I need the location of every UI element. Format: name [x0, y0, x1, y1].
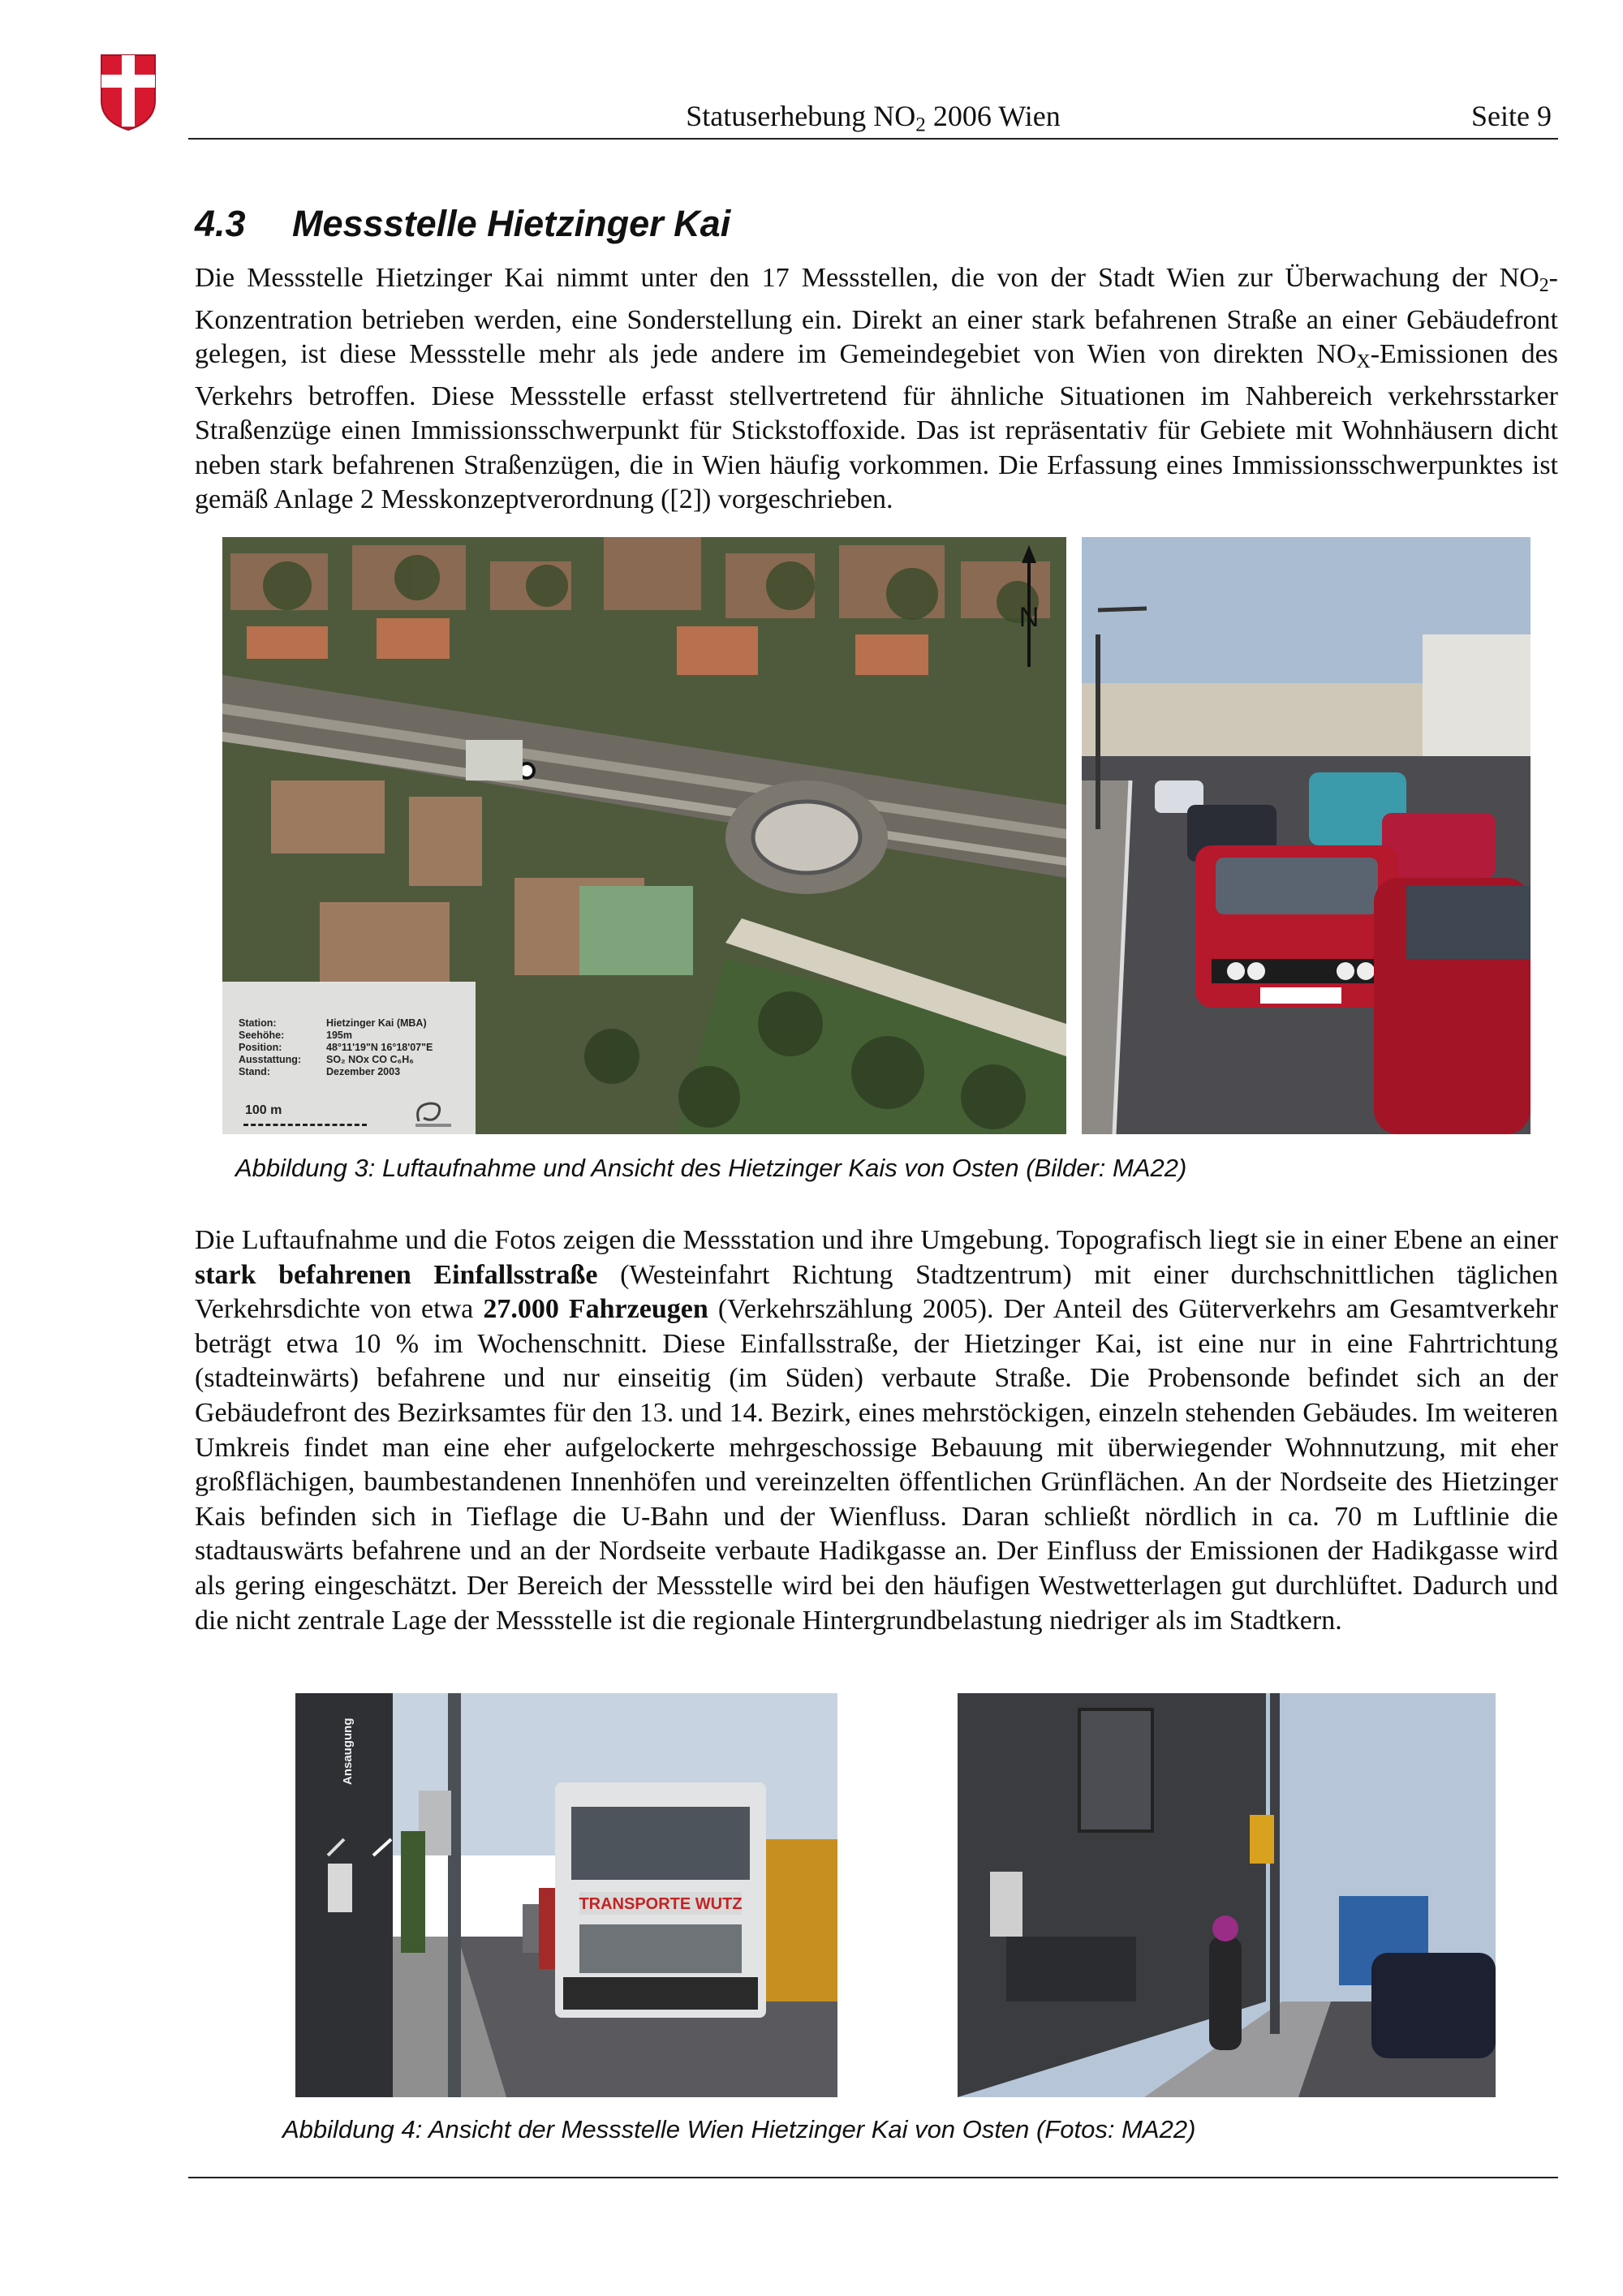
- aerial-legend: Station: Hietzinger Kai (MBA) Seehöhe: 195m Position: 48°11'19"N 16°18'07"E Ausstattung: SO₂ NOx CO C₆H₆ Stand: Dezember 2003 100 m: [222, 982, 476, 1134]
- footer-rule: [188, 2177, 1558, 2178]
- section-heading: [195, 203, 730, 245]
- scale-bar: [243, 1121, 367, 1126]
- header-title: Statuserhebung $NO_2$ 2006 Wien: [686, 100, 1061, 136]
- page-number: Seite 9: [1471, 100, 1552, 132]
- vienna-crest-logo: [100, 54, 157, 131]
- section-number: 4.3: [195, 203, 246, 244]
- north-label: N: [1018, 602, 1040, 633]
- traffic-photo: [1082, 537, 1530, 1134]
- truck-photo: [295, 1693, 837, 2097]
- figure3-caption: Abbildung 3: Luftaufnahme und Ansicht des Hietzinger Kais von Osten (Bilder: MA22): [235, 1154, 1187, 1182]
- figure4-caption: Abbildung 4: Ansicht der Messstelle Wien Hietzinger Kai von Osten (Fotos: MA22): [282, 2115, 1196, 2143]
- north-arrow-icon: [1014, 545, 1044, 675]
- page-header: [188, 96, 1558, 140]
- section-title: Messstelle Hietzinger Kai: [292, 203, 731, 244]
- inlet-label: Ansaugung: [341, 1718, 355, 1785]
- truck-lettering: TRANSPORTE WUTZ: [579, 1895, 743, 1913]
- description-paragraph: Die Luftaufnahme und die Fotos zeigen die Messstation und ihre Umgebung. Topografisch liegt sie in einer Ebene an einer stark befahrenen Einfallsstraße (Westeinfahrt Richtung Stadtzentrum) mit einer durchschnittlichen täglichen Verkehrsdichte von etwa 27.000 Fahrzeugen (Verkehrszählung 2005). Der Anteil des Güterverkehrs am Gesamtverkehr beträgt etwa 10 % im Wochenschnitt. Diese Einfallsstraße, der Hietzinger Kai, ist eine nur in eine Fahrtrichtung (stadteinwärts) befahrene und nur einseitig (im Süden) verbaute Straße. Die Probensonde befindet sich an der Gebäudefront des Bezirksamtes für den 13. und 14. Bezirk, eines mehrstöckigen, einzeln stehenden Gebäudes. Im weiteren Umkreis findet man eine eher aufgelockerte mehrgeschossige Bebauung mit überwiegender Wohnnutzung, mit eher großflächigen, baumbestandenen Innenhöfen und vereinzelten öffentlichen Grünflächen. An der Nordseite des Hietzinger Kais befinden sich in Tieflage die U-Bahn und der Wienfluss. Daran schließt nördlich in ca. 70 m Luftlinie die stadtauswärts befahrene und an der Nordseite verbaute Hadikgasse an. Der Einfluss der Emissionen der Hadikgasse wird als gering eingeschätzt. Der Bereich der Messstelle wird bei den häufigen Westwetterlagen gut durchlüftet. Dadurch und die nicht zentrale Lage der Messstelle ist die regionale Hintergrundbelastung niedriger als im Stadtkern.: [195, 1225, 1559, 1636]
- scale-label: 100 m: [245, 1103, 282, 1117]
- intro-paragraph: Die Messstelle Hietzinger Kai nimmt unter den 17 Messstellen, die von der Stadt Wien zur Überwachung der $NO_2$-Konzentration betrieben werden, eine Sonderstellung ein. Direkt an einer stark befahrenen Straße an einer Gebäudefront gelegen, ist diese Messstelle mehr als jede andere im Gemeindegebiet von Wien von direkten $NO_X$-Emissionen des Verkehrs betroffen. Diese Messstelle erfasst stellvertretend für ähnliche Situationen im Nahbereich verkehrsstarker Straßenzüge einen Immissionsschwerpunkt für Stickstoffoxide. Das ist repräsentativ für Gebiete mit Wohnhäusern dicht neben stark befahrenen Straßenzügen, die in Wien häufig vorkommen. Die Erfassung eines Immissionsschwerpunktes ist gemäß Anlage 2 Messkonzeptverordnung ([2]) vorgeschrieben.: [195, 263, 1558, 515]
- sidewalk-photo: [958, 1693, 1496, 2097]
- agency-logo-icon: [411, 1097, 456, 1129]
